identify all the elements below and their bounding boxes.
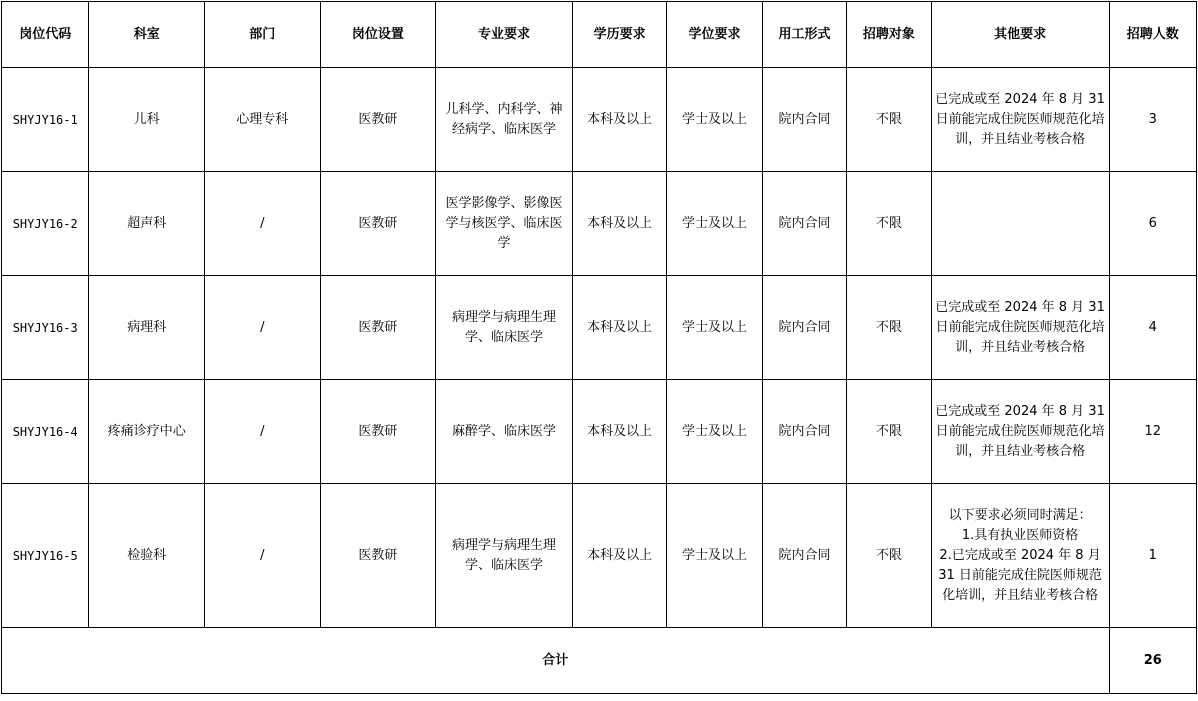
target-cell: 不限: [847, 276, 931, 380]
education-cell: 本科及以上: [572, 172, 666, 276]
degree-cell: 学士及以上: [667, 484, 762, 628]
other-requirement-line: 1.具有执业医师资格: [961, 527, 1079, 543]
post-setting-cell: 医教研: [320, 276, 436, 380]
post-code-cell: SHYJY16-3: [2, 276, 89, 380]
major-cell: 麻醉学、临床医学: [436, 380, 573, 484]
degree-cell: 学士及以上: [667, 380, 762, 484]
education-cell: 本科及以上: [572, 276, 666, 380]
department-cell: 检验科: [89, 484, 205, 628]
post-setting-cell: 医教研: [320, 484, 436, 628]
header-row: [2, 2, 1197, 68]
target-cell: 不限: [847, 172, 931, 276]
education-cell: 本科及以上: [572, 380, 666, 484]
other-requirements-cell: [931, 68, 1109, 172]
count-cell: 3: [1109, 68, 1196, 172]
count-cell: 1: [1109, 484, 1196, 628]
post-setting-cell: 医教研: [320, 172, 436, 276]
post-code-cell: SHYJY16-2: [2, 172, 89, 276]
section-cell: /: [205, 276, 321, 380]
table-row: [2, 172, 1197, 276]
post-code-cell: SHYJY16-4: [2, 380, 89, 484]
education-cell: 本科及以上: [572, 484, 666, 628]
section-cell: 心理专科: [205, 68, 321, 172]
header-count: 招聘人数: [1109, 2, 1196, 68]
target-cell: 不限: [847, 380, 931, 484]
count-cell: 6: [1109, 172, 1196, 276]
section-cell: /: [205, 172, 321, 276]
header-section: 部门: [205, 2, 321, 68]
post-code-cell: SHYJY16-1: [2, 68, 89, 172]
header-post-code: 岗位代码: [2, 2, 89, 68]
header-education: 学历要求: [572, 2, 666, 68]
other-requirements-cell: [931, 172, 1109, 276]
other-requirements-cell: [931, 380, 1109, 484]
degree-cell: 学士及以上: [667, 172, 762, 276]
other-requirement-line: 已完成或至 2024 年 8 月 31 日前能完成住院医师规范化培训，并且结业考核合格: [935, 299, 1105, 355]
header-degree: 学位要求: [667, 2, 762, 68]
other-requirements-cell: [931, 276, 1109, 380]
employment-cell: 院内合同: [762, 172, 846, 276]
header-major: 专业要求: [436, 2, 573, 68]
major-cell: 儿科学、内科学、神经病学、临床医学: [436, 68, 573, 172]
total-row: [2, 628, 1197, 694]
employment-cell: 院内合同: [762, 380, 846, 484]
header-department: 科室: [89, 2, 205, 68]
major-cell: 病理学与病理生理学、临床医学: [436, 276, 573, 380]
major-cell: 病理学与病理生理学、临床医学: [436, 484, 573, 628]
department-cell: 病理科: [89, 276, 205, 380]
header-target: 招聘对象: [847, 2, 931, 68]
recruitment-table: [1, 1, 1197, 694]
target-cell: 不限: [847, 68, 931, 172]
education-cell: 本科及以上: [572, 68, 666, 172]
target-cell: 不限: [847, 484, 931, 628]
post-code-cell: SHYJY16-5: [2, 484, 89, 628]
degree-cell: 学士及以上: [667, 68, 762, 172]
other-requirement-line: 已完成或至 2024 年 8 月 31 日前能完成住院医师规范化培训，并且结业考核合格: [935, 403, 1105, 459]
other-requirements-cell: [931, 484, 1109, 628]
other-requirement-line: 已完成或至 2024 年 8 月 31 日前能完成住院医师规范化培训，并且结业考核合格: [935, 91, 1105, 147]
department-cell: 儿科: [89, 68, 205, 172]
header-employment: 用工形式: [762, 2, 846, 68]
employment-cell: 院内合同: [762, 276, 846, 380]
count-cell: 4: [1109, 276, 1196, 380]
total-value: 26: [1109, 628, 1196, 694]
other-requirement-line: 以下要求必须同时满足：: [948, 507, 1092, 523]
table-row: [2, 276, 1197, 380]
header-other: 其他要求: [931, 2, 1109, 68]
post-setting-cell: 医教研: [320, 68, 436, 172]
section-cell: /: [205, 380, 321, 484]
other-requirement-line: 2.已完成或至 2024 年 8 月 31 日前能完成住院医师规范化培训，并且结业考核合格: [938, 547, 1102, 603]
section-cell: /: [205, 484, 321, 628]
table-row: [2, 484, 1197, 628]
employment-cell: 院内合同: [762, 484, 846, 628]
employment-cell: 院内合同: [762, 68, 846, 172]
table-row: [2, 380, 1197, 484]
major-cell: 医学影像学、影像医学与核医学、临床医学: [436, 172, 573, 276]
degree-cell: 学士及以上: [667, 276, 762, 380]
count-cell: 12: [1109, 380, 1196, 484]
department-cell: 疼痛诊疗中心: [89, 380, 205, 484]
department-cell: 超声科: [89, 172, 205, 276]
table-row: [2, 68, 1197, 172]
total-label: 合计: [2, 628, 1110, 694]
header-post-setting: 岗位设置: [320, 2, 436, 68]
post-setting-cell: 医教研: [320, 380, 436, 484]
